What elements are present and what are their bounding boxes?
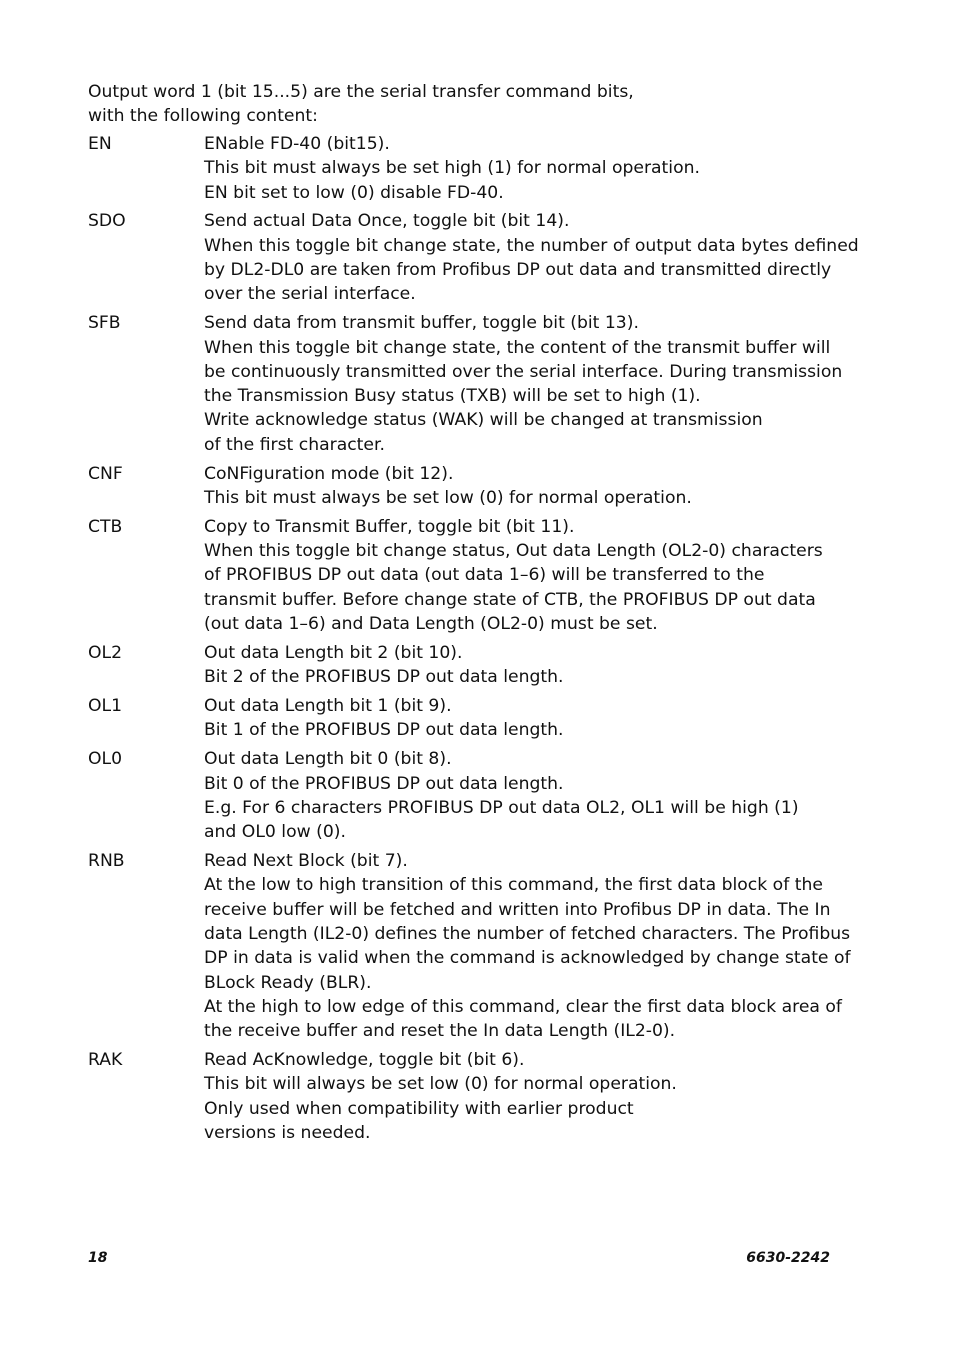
definition-entry	[88, 462, 848, 511]
description-line: transmit buffer. Before change state of CTB, the PROFIBUS DP out data	[204, 589, 816, 610]
description-line: Out data Length bit 2 (bit 10).	[204, 642, 463, 663]
definition-list	[88, 132, 859, 1150]
description-line: over the serial interface.	[204, 284, 416, 305]
description-line: of PROFIBUS DP out data (out data 1–6) will be transferred to the	[204, 565, 765, 586]
definition-entry	[88, 694, 848, 743]
definition-description	[204, 1048, 848, 1145]
description-line: This bit will always be set low (0) for normal operation.	[204, 1074, 677, 1095]
definition-description	[204, 209, 859, 306]
description-line: At the high to low edge of this command, clear the first data block area of	[204, 996, 842, 1017]
description-line: Bit 0 of the PROFIBUS DP out data length.	[204, 773, 564, 794]
definition-description	[204, 132, 848, 205]
description-line: Read Next Block (bit 7).	[204, 851, 408, 872]
intro-line: Output word 1 (bit 15...5) are the serial transfer command bits,	[88, 82, 634, 102]
description-line: CoNFiguration mode (bit 12).	[204, 463, 454, 484]
description-line: When this toggle bit change status, Out data Length (OL2-0) characters	[204, 541, 823, 562]
description-line: ENable FD-40 (bit15).	[204, 134, 390, 154]
definition-term: CNF	[88, 463, 123, 484]
description-line: and OL0 low (0).	[204, 822, 346, 843]
description-line: EN bit set to low (0) disable FD-40.	[204, 182, 504, 203]
description-line: Bit 2 of the PROFIBUS DP out data length.	[204, 667, 564, 688]
definition-entry	[88, 747, 848, 844]
description-line: Send data from transmit buffer, toggle bit (bit 13).	[204, 313, 639, 334]
description-line: Bit 1 of the PROFIBUS DP out data length.	[204, 720, 564, 741]
description-line: Only used when compatibility with earlier product	[204, 1098, 634, 1119]
description-line: Read AcKnowledge, toggle bit (bit 6).	[204, 1050, 525, 1071]
definition-term: OL0	[88, 749, 123, 770]
description-line: (out data 1–6) and Data Length (OL2-0) must be set.	[204, 614, 658, 635]
description-line: Out data Length bit 0 (bit 8).	[204, 749, 452, 770]
description-line: receive buffer will be fetched and written into Profibus DP in data. The In	[204, 899, 831, 920]
definition-term: SFB	[88, 313, 121, 334]
description-line: of the first character.	[204, 434, 385, 455]
definition-description	[204, 694, 848, 743]
definition-entry	[88, 849, 851, 1043]
description-line: the receive buffer and reset the In data Length (IL2-0).	[204, 1021, 676, 1042]
page-number: 18	[88, 1250, 108, 1266]
description-line: data Length (IL2-0) defines the number of fetched characters. The Profibus	[204, 923, 851, 944]
definition-term: OL2	[88, 642, 123, 663]
definition-term: RNB	[88, 851, 125, 872]
definition-entry	[88, 641, 848, 690]
definition-term: OL1	[88, 696, 123, 717]
description-line: by DL2-DL0 are taken from Profibus DP out data and transmitted directly	[204, 260, 832, 281]
description-line: be continuously transmitted over the serial interface. During transmission	[204, 361, 843, 382]
definition-description	[204, 462, 848, 511]
definition-entry	[88, 1048, 848, 1145]
definition-description	[204, 641, 848, 690]
definition-term: SDO	[88, 211, 126, 232]
description-line: the Transmission Busy status (TXB) will be set to high (1).	[204, 386, 701, 407]
definition-entry	[88, 209, 859, 306]
description-line: When this toggle bit change state, the content of the transmit buffer will	[204, 337, 831, 358]
definition-description	[204, 747, 848, 844]
description-line: DP in data is valid when the command is acknowledged by change state of	[204, 948, 851, 969]
description-line: At the low to high transition of this command, the first data block of the	[204, 875, 823, 896]
description-line: Copy to Transmit Buffer, toggle bit (bit 11).	[204, 516, 575, 537]
description-line: Write acknowledge status (WAK) will be changed at transmission	[204, 410, 763, 431]
description-line: versions is needed.	[204, 1122, 371, 1143]
definition-description	[204, 515, 848, 636]
description-line: This bit must always be set high (1) for normal operation.	[204, 158, 700, 179]
document-number: 6630-2242	[746, 1250, 830, 1266]
description-line: This bit must always be set low (0) for normal operation.	[204, 487, 692, 508]
definition-term: CTB	[88, 516, 123, 537]
description-line: E.g. For 6 characters PROFIBUS DP out data OL2, OL1 will be high (1)	[204, 797, 799, 818]
intro-paragraph	[88, 80, 848, 129]
description-line: Out data Length bit 1 (bit 9).	[204, 696, 452, 717]
description-line: When this toggle bit change state, the number of output data bytes defined	[204, 235, 859, 256]
intro-line: with the following content:	[88, 106, 318, 127]
definition-description	[204, 311, 848, 457]
definition-entry	[88, 311, 848, 457]
description-line: BLock Ready (BLR).	[204, 972, 372, 993]
definition-entry	[88, 132, 848, 205]
definition-term: RAK	[88, 1050, 123, 1071]
definition-entry	[88, 515, 848, 636]
definition-description	[204, 849, 851, 1043]
definition-term: EN	[88, 134, 112, 154]
description-line: Send actual Data Once, toggle bit (bit 14).	[204, 211, 570, 232]
